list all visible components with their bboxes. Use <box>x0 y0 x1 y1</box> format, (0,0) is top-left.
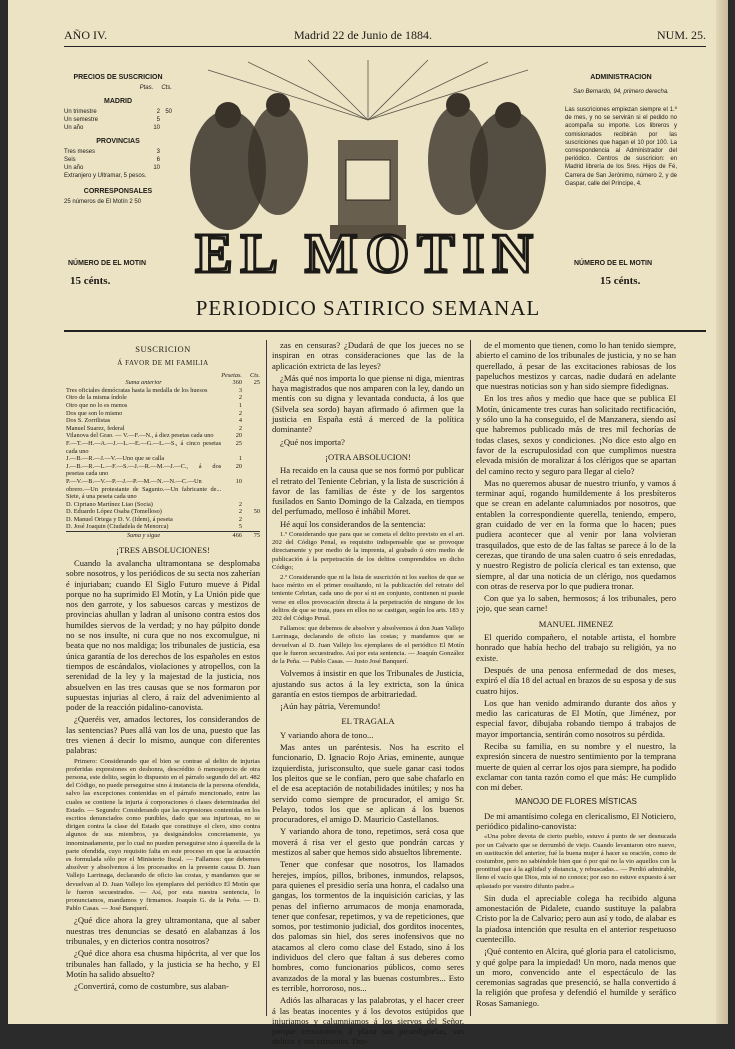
donor-pesetas: 2 <box>238 409 242 417</box>
donor-pesetas: 5 <box>238 523 242 531</box>
donor-name: J.—B.—R.—J.—V.—Uno que se calla <box>66 455 165 463</box>
provincias-price-ptas: 3 <box>156 149 160 155</box>
donor-pesetas: 2 <box>238 394 242 402</box>
col2-considerando-2: 2.º Considerando que ni la lista de suscrición ni los sueltos de que se hace mérito en el primer resultando, ni la publicación del retrato del teniente Cebrian, cada uno de por sí ni en conjunto, contienen ni puede verse en ellos provocación directa á la perpetración de ninguno de los delitos de que se trata, pues en ellos no se castigan, según los arts. 183 y 202 del Código Penal. <box>272 574 464 623</box>
provincias-price-ptas: 6 <box>156 157 160 163</box>
header-rule <box>64 46 706 47</box>
administracion-box <box>565 72 677 188</box>
donor-cts <box>242 387 260 395</box>
donor-name: Otro de la misma índole <box>66 394 127 402</box>
suscricion-row <box>66 501 260 509</box>
donor-cts <box>242 417 260 425</box>
donor-pesetas: 2 <box>238 515 242 523</box>
donor-pesetas: 25 <box>235 439 242 447</box>
provincias-price-label: Seis <box>64 157 76 163</box>
col2-paragraph-1: zas en censuras? ¿Dudará de que los jueces no se inspiran en otras consideraciones que las de la aplicación extricta de las leyes? <box>272 340 464 371</box>
donor-cts <box>242 523 260 531</box>
header-line <box>64 28 706 44</box>
donor-cts: 50 <box>253 508 260 516</box>
donor-cts <box>242 478 260 501</box>
cts-label: Cts. <box>161 85 172 91</box>
donor-name: Dos que son lo mismo <box>66 409 123 417</box>
col2-paragraph-10: ¡Aún hay pátria, Veremundo! <box>280 701 381 712</box>
col3-paragraph-9: De mi amantísimo colega en clericalismo, El Noticiero, periódico pidalino-canovista: <box>476 810 676 832</box>
donor-name: D. José Joaquin (Ciudadela de Menorca) <box>66 523 169 531</box>
suscricion-row <box>66 463 260 478</box>
donor-cts <box>242 394 260 402</box>
suscricion-row <box>66 516 260 524</box>
donor-name: Otro que no lo es menos <box>66 401 128 409</box>
column-2 <box>272 340 464 1049</box>
masthead-drawing <box>168 60 568 295</box>
cts-header: Cts. <box>250 371 260 379</box>
corresponsales-label: CORRESPONSALES <box>83 188 153 195</box>
numero-left-price: 15 cénts. <box>70 275 111 287</box>
col3-quote: «Una pobre devota de cierto pueblo, estuvo á punto de ser desnucada por un Calvario que se derrumbó de viejo. Cuando levantaron otro nuevo, en sustitución del anterior, fué la buena mujer á hacer su oración, como de costumbre, pero no sabiéndole bien que ó por qué no la vio aquellos con la prontitud que á la agilidad y distancia, y rebuscadas... — Perdió admirable, lleno el vacío que Dios, mis sé no conoce; por eso no estuve expuesto á ser aplastado por vuestro difunto padre.» <box>476 833 676 890</box>
madrid-price-ptas: 5 <box>156 117 160 123</box>
numero-right-label: NÚMERO DE EL MOTIN <box>574 260 653 267</box>
donor-pesetas: 1 <box>238 401 242 409</box>
column-divider-1 <box>266 340 267 1016</box>
col2-paragraph-2: ¿Más qué nos importa lo que piense ni diga, mientras haya magistrados que nos amparen con la ley, dando un mentís con su digna y levantada conducta, á los que (Silvela sea sordo) hayan afirmado ó afirmen que la justicia en España está á merced de la política dominante? <box>272 372 464 435</box>
donor-name: P.—V.—B.—V.—P.—J.—P.—M.—N.—N.—C.—Un obrero.—Un protestante de Sagunto.—Un fabricante de... Siete, á una peseta cada uno <box>66 477 222 501</box>
provincias-price-row <box>64 148 172 156</box>
col3-paragraph-7: Los que han venido admirando durante dos años y medio las caricaturas de El Motín, que Jiménez, por especial favor, dibujaba robando tiempo á trabajos de mayor importancia, sentirán como nosotros su pérdida. <box>476 697 676 739</box>
administracion-title: ADMINISTRACION <box>590 74 652 81</box>
suma-sigue-ptas: 466 <box>221 532 242 540</box>
column-1 <box>66 340 260 994</box>
extranjero-text: Extranjero y Ultramar, 5 pesos. <box>64 173 147 179</box>
col3-paragraph-5: El querido compañero, el notable artista, el hombre honrado que había hecho del trabajo su religión, ya no existe. <box>476 632 676 663</box>
col2-paragraph-15: Adiós las alharacas y las palabrotas, y el hacer creer á las beatas inocentes y á los devotos estúpidos que injuriamos y calumniamos á los siervos del Señor, porque censuramos á plaza sus picardigüelas, sus delitos y sus crímenes. Des- <box>272 995 464 1047</box>
donor-cts <box>242 501 260 509</box>
donor-name: J.—B.—R.—L.—F.—S.—J.—R.—M.—J.—C., á dos pesetas cada uno <box>66 462 222 478</box>
donor-pesetas: 2 <box>238 424 242 432</box>
madrid-price-ptas: 10 <box>153 125 160 131</box>
provincias-price-label: Un año <box>64 165 84 171</box>
section-tres-absoluciones: ¡TRES ABSOLUCIONES! <box>116 544 210 555</box>
col2-paragraph-4: Ha recaido en la causa que se nos formó por publicar el retrato del Teniente Cebrian, y la lista de suscrición á favor de las familias de éste y de los sargentos fusilados en Santo Domingo de la Calzada, en tiempos del perfumado, melloso é inhábil Moret. <box>272 465 464 517</box>
suscricion-row <box>66 432 260 440</box>
col3-paragraph-8: Reciba su familia, en su nombre y el nuestro, la expresión sincera de nuestro sentimiento por la temprana muerte de quien al cerrar los ojos para siempre, ha podido exclamar con tanta razón como el que más: He cumplido con mi deber. <box>476 740 676 793</box>
section-manuel-jimenez: MANUEL JIMENEZ <box>538 618 614 629</box>
masthead-illustration <box>168 60 568 295</box>
donor-cts <box>242 516 260 524</box>
column-divider-2 <box>470 340 471 1016</box>
col2-paragraph-12: Mas antes un paréntesis. Nos ha escrito el funcionario, D. Ignacio Rojo Arias, eminente, aunque izquierdista, jurisconsulto, que suele ganar casi todos los pleitos que se le confían, pero que sabe chafarlo en el de esa aceptación de notabilidades inútiles; y nos ha servido como siempre de procurador, el amigo Sr. Pelayo, todos los que se aplican á los buenos procuradores, el amigo D. Mauricio Castellanos. <box>272 742 464 825</box>
suscricion-row <box>66 410 260 418</box>
col3-paragraph-3: Mas no queremos abusar de nuestro triunfo, y vamos á terminar aquí, rogando humildemente á los presbíteros que se crean en adelante calumniados por nosotros, que entablen la correspondiente querella, teniendo, empero, gran cuidado de ver en la forma que lo hacen; pues pudiera acontecer que al venir por lana volvieran trasquilados, que esto de de las faltas se parece á lo de la cerezas, que tirando de una salen cuatro ó seis enredadas, y nuestro Registro de policía clerical es tan extenso, que siempre, al dar una noticia de un clérigo, nos quedamos con otras de reserva por lo que pudiera tronar. <box>476 477 676 591</box>
administracion-address: San Bernardo, 94, primero derecha. <box>573 89 669 95</box>
col1-paragraph-1: Cuando la avalancha ultramontana se desplomaba sobre nosotros, y los periódicos de su secta nos zaherían é injuriaban; cuando El Siglo Futuro mueve á Pidal porque no ha suprimido El Motín, y La Unión pide que nos den garrote, y los sabuesos carcas y mestizos de provincias ahullan y ladran al unísono contra estos dos humildes siervos de la verdad; y no hay púlpito donde no se nos insulte, ni cura que no nos excomulgue, ni beata que no nos maldiga; los tribunales de justicia, esa única garantía de los derechos de los españoles en estos tiempos de escándalos, violaciones y atropellos, con la serenidad de la ley y la majestad de la justicia, nos absuelven en las tres causas que se nos formaron por supuestas injurias al clero, á raíz del advenimiento al poder de la reacción pidalino-canovista. <box>66 557 260 713</box>
donor-pesetas: 1 <box>238 455 242 463</box>
subtitle-rule <box>64 330 706 332</box>
suma-anterior-ptas: 360 <box>232 379 242 387</box>
donor-cts <box>242 402 260 410</box>
suscricion-row <box>66 508 260 516</box>
donor-name: D. Manuel Ortega y D. V. (Idem), á peseta <box>66 515 173 523</box>
col1-paragraph-4: ¿Qué dice ahora la grey ultramontana, que al saber nuestras tres denuncias se desató en alabanzas á los tribunales, y en dicterios contra nosotros? <box>66 915 260 947</box>
donor-name: Dos S. Zorrilistas <box>66 417 111 425</box>
section-otra-absolucion: ¡OTRA ABSOLUCION! <box>325 451 411 462</box>
precios-box <box>64 72 172 206</box>
col2-paragraph-11: Y variando ahora de tono... <box>280 729 374 740</box>
madrid-label: MADRID <box>104 98 132 105</box>
col1-paragraph-2: ¿Queréis ver, amados lectores, los considerandos de las sentencias? Pues allá van los de una, puesto que las tres vienen á decir lo mismo, aunque con diferentes palabras: <box>66 714 260 756</box>
suma-sigue-cts: 75 <box>242 532 260 540</box>
provincias-price-row <box>64 156 172 164</box>
donor-cts <box>242 425 260 433</box>
suscricion-row <box>66 394 260 402</box>
donor-name: D. Cipriano Martínez Liao (Socia) <box>66 500 153 508</box>
masthead-logo-text: EL MOTIN <box>195 223 541 285</box>
madrid-price-row <box>64 116 172 124</box>
suscricion-row <box>66 478 260 501</box>
donor-pesetas: 4 <box>238 417 242 425</box>
suma-anterior-cts: 25 <box>253 379 260 387</box>
donor-pesetas: 10 <box>235 477 242 485</box>
column-3 <box>476 340 676 1010</box>
page-edge <box>716 0 728 1024</box>
masthead-subtitle: PERIODICO SATIRICO SEMANAL <box>195 296 541 320</box>
suma-sigue-label: Suma y sigue <box>66 532 221 540</box>
col2-paragraph-5: Hé aquí los considerandos de la sentencia: <box>280 518 426 529</box>
suscricion-row <box>66 417 260 425</box>
suscricion-row <box>66 440 260 455</box>
col3-paragraph-1: de el momento que tienen, como lo han tenido siempre, abierto el camino de los tribunales de justicia, y no se han querellado, á pesar de las excitaciones rabiosas de los papeluchos mestizos y carcas, nadie dudará en adelante que nuestras noticias son y han sido siempre fidedignas. <box>476 340 676 392</box>
col2-paragraph-3: ¿Qué nos importa? <box>280 436 345 447</box>
donor-pesetas: 20 <box>235 432 242 440</box>
col2-paragraph-14: Tener que confesar que nosotros, los llamados herejes, impíos, pillos, bribones, inmundos, relapsos, para quienes el presidio sería una honra, el cadalso una gangas, los tormentos de la inquisición caricias, y las penas del infierno arrumacos de monja enamorada, tener que confesar, repetimos, y va de repeticiones, que somos, por testimonio judicial, dos gorditos inocentes, dos palomas sin hiel, dos seres inofensivos que no atacamos al clero como clase del Estado, sino á los individuos del clero que faltan á sus deberes como hombres, como funcionarios públicos, como seres avanzados de la moral y las buenas costumbres... Esto es terrible, horroroso, nos... <box>272 859 464 993</box>
col1-sentence-text: Primero: Considerando que el bien se contrae al delito de injurias proferidas expresiones en deshonra, descrédito ó menosprecio de otra persona, este delito, según lo dispuesto en el párrafo segundo del art. 482 del Código, no puede perseguirse sino á instancia de la persona ofendida, salvo las excepciones contenidas en el párrafo mencionado, entre las cuales se contiene la injuria á corporaciones ó clases determinadas del Estado. — Segundo: Considerando que las expresiones contenidas en los escritos denunciados como punibles, dado que sea injuriosas, no se dirigen contra la clase del Estado que constituye el clero, sino contra algunos de sus miembros, ya designándolos concretamente, ya innominadamente, por lo cual no pueden perseguirse sino á querella de la parte ofendida, cuyo requisito falta en este proceso en que la acusación es formulada sólo por el Ministerio fiscal. — Fallamos: que debemos absolver y absolvemos á los procesados en la presente causa D. Juan Vallejo Larrinaga, declarando de oficio las costas, y mandamos que se devuelvan al D. Juan Vallejo los ejemplares del periódico El Motín que le fueron secuestrados. — Así, por esta nuestra sentencia, lo pronunciamos, mandamos y firmamos. Joaquín G. de la Peña. — D. Pablo Casas. — José Banquerí. <box>66 757 260 913</box>
col3-paragraph-2: En los tres años y medio que hace que se publica El Motín, únicamente tres curas han solicitado rectificación, y sólo uno la ha conseguido, el de Manzanera, siendo así que habremos publicado más de tres mil fechorías de todas clases, sexos y condiciones. ¡No dice esto algo en favor de la escrupulosidad con que cumplimos nuestra elevada misión de moralizar á los clérigos que se apartan del camino recto y seguro para llegar al cielo? <box>476 393 676 476</box>
donor-cts <box>242 463 260 478</box>
madrid-price-ptas: 2 <box>156 109 160 115</box>
donor-pesetas: 20 <box>235 462 242 470</box>
provincias-price-ptas: 10 <box>153 165 160 171</box>
col1-paragraph-6: ¿Convertirá, como de costumbre, sus alaban- <box>74 981 229 992</box>
col2-paragraph-13: Y variando ahora de tono, repetimos, será cosa que moverá á risa ver el gesto que pondrán carcas y mestizos al saber que hemos sido absueltos libremente. <box>272 826 464 858</box>
suscricion-row <box>66 425 260 433</box>
donor-name: Vilanova del Grao. — V.—F.—N., á diez pesetas cada uno <box>66 432 214 440</box>
provincias-price-label: Tres meses <box>64 149 96 155</box>
administracion-notes: Las suscriciones empiezan siempre el 1.º de mes, y no se servirán si el pedido no acompaña su importe. Los libreros y comisionados recibirán por las suscriciones que hagan el 10 por 100. La correspondencia al Administrador del periódico. Centros de suscricion: en Madrid librería de los Sres. Hijos de Fé, Carrera de San Jerónimo, número 2, y de Gaspar, calle del Príncipe, 4. <box>565 107 677 187</box>
col3-paragraph-6: Después de una penosa enfermedad de dos meses, expiró el día 18 del actual en brazos de su esposa y de sus cuatro hijos. <box>476 664 676 696</box>
madrid-price-label: Un año <box>64 125 84 131</box>
madrid-price-cts: 50 <box>165 109 172 115</box>
madrid-price-row <box>64 124 172 132</box>
suscricion-row <box>66 387 260 395</box>
donor-name: Tres oficiales demócratas hasta la medalla de los huesos <box>66 386 208 394</box>
donor-cts <box>242 410 260 418</box>
suscricion-row <box>66 455 260 463</box>
section-manojo-flores: MANOJO DE FLORES MÍSTICAS <box>515 797 637 807</box>
corresponsales-text: 25 números de El Motín 2 50 <box>64 199 142 205</box>
suscricion-table <box>66 372 260 540</box>
col1-paragraph-5: ¿Qué dice ahora esa chusma hipócrita, al ver que los tribunales han fallado, y la justicia se ha hecho, y El Motín ha salido absuelto? <box>66 948 260 979</box>
donor-pesetas: 3 <box>238 386 242 394</box>
madrid-price-label: Un semestre <box>64 117 99 123</box>
newspaper-page <box>8 0 728 1047</box>
col3-paragraph-12: ¡Qué contento en Alcira, qué gloria para el catolicismo, y qué golpe para la impiedad! Un moro, nada menos que un moro, convencido ante el espectáculo de las ceremonias sagradas que presenció, se halla convertido á la religión que profesa y defendió el humilde y seráfico Rosas Samaniego. <box>476 946 676 1008</box>
section-el-tragala: EL TRAGALA <box>341 716 395 727</box>
issue-date: Madrid 22 de Junio de 1884. <box>294 28 432 42</box>
suscricion-title: SUSCRICION <box>135 344 191 354</box>
donor-name: D. Eduardo López Osaba (Tomelloso) <box>66 508 162 516</box>
suscricion-row <box>66 523 260 531</box>
donor-pesetas: 2 <box>238 508 242 516</box>
donor-cts <box>242 432 260 440</box>
col2-fallamos: Fallamos: que debemos de absolver y absolvemos á don Juan Vallejo Larrinaga, declarando de oficio las costas; y mandamos que se devuelvan al D. Juan Vallejo los ejemplares de el periódico El Motín que le fueron secuestrados. Así por esta sentencia. — Joaquín González de la Peña. — Pablo Casas. — Justo José Banquerí. <box>272 625 464 666</box>
issue-number: NUM. 25. <box>656 28 706 42</box>
suma-anterior-label: Suma anterior <box>125 379 162 387</box>
donor-name: Manuel Suarez, federal <box>66 424 125 432</box>
donor-cts <box>242 440 260 455</box>
madrid-price-label: Un trimestre <box>64 109 97 115</box>
madrid-price-row <box>64 108 172 116</box>
suscricion-row <box>66 402 260 410</box>
numero-right-price: 15 cénts. <box>600 275 641 287</box>
donor-cts <box>242 455 260 463</box>
pesetas-header: Pesetas. <box>221 371 242 379</box>
suscricion-subtitle: Á FAVOR DE MI FAMILIA <box>117 359 209 368</box>
provincias-price-row <box>64 164 172 172</box>
precios-title: PRECIOS DE SUSCRICION <box>73 74 163 81</box>
provincias-label: PROVINCIAS <box>96 138 140 145</box>
donor-pesetas: 2 <box>238 500 242 508</box>
numero-left-label: NÚMERO DE EL MOTIN <box>68 260 147 267</box>
col3-paragraph-11: Sin duda el apreciable colega ha recibido alguna amonestación de Pidalete, cuando sustituye la palabra Cristo por la de Calvario; pero aun así y todo, de alabar es la piadosa intención que resulta en el anterior respetuoso cuentecillo. <box>476 892 676 944</box>
col2-paragraph-9: Volvemos á insistir en que los Tribunales de Justicia, ajustando sus actos á la ley extricta, son la única garantía en estos tiempos de arbitrariedad. <box>272 668 464 699</box>
col2-considerando-1: 1.º Considerando que para que se cometa el delito previsto en el art. 202 del Código Penal, es requisito indispensable que se provoque directamente y por medio de la imprenta, al grabado ú otro medio de publicación á la perpetración de los delitos comprendidos en dicho Código; <box>272 531 464 571</box>
issue-year: AÑO IV. <box>64 28 108 42</box>
ptas-label: Ptas. <box>139 85 154 91</box>
col3-paragraph-4: Con que ya lo saben, hermosos; á los tribunales, pero ¡ojo, que sean carne! <box>476 593 676 614</box>
donor-name: F.—T.—H.—A.—J.—L.—E.—G.—L.—S., á cinco pesetas cada uno <box>66 439 222 455</box>
